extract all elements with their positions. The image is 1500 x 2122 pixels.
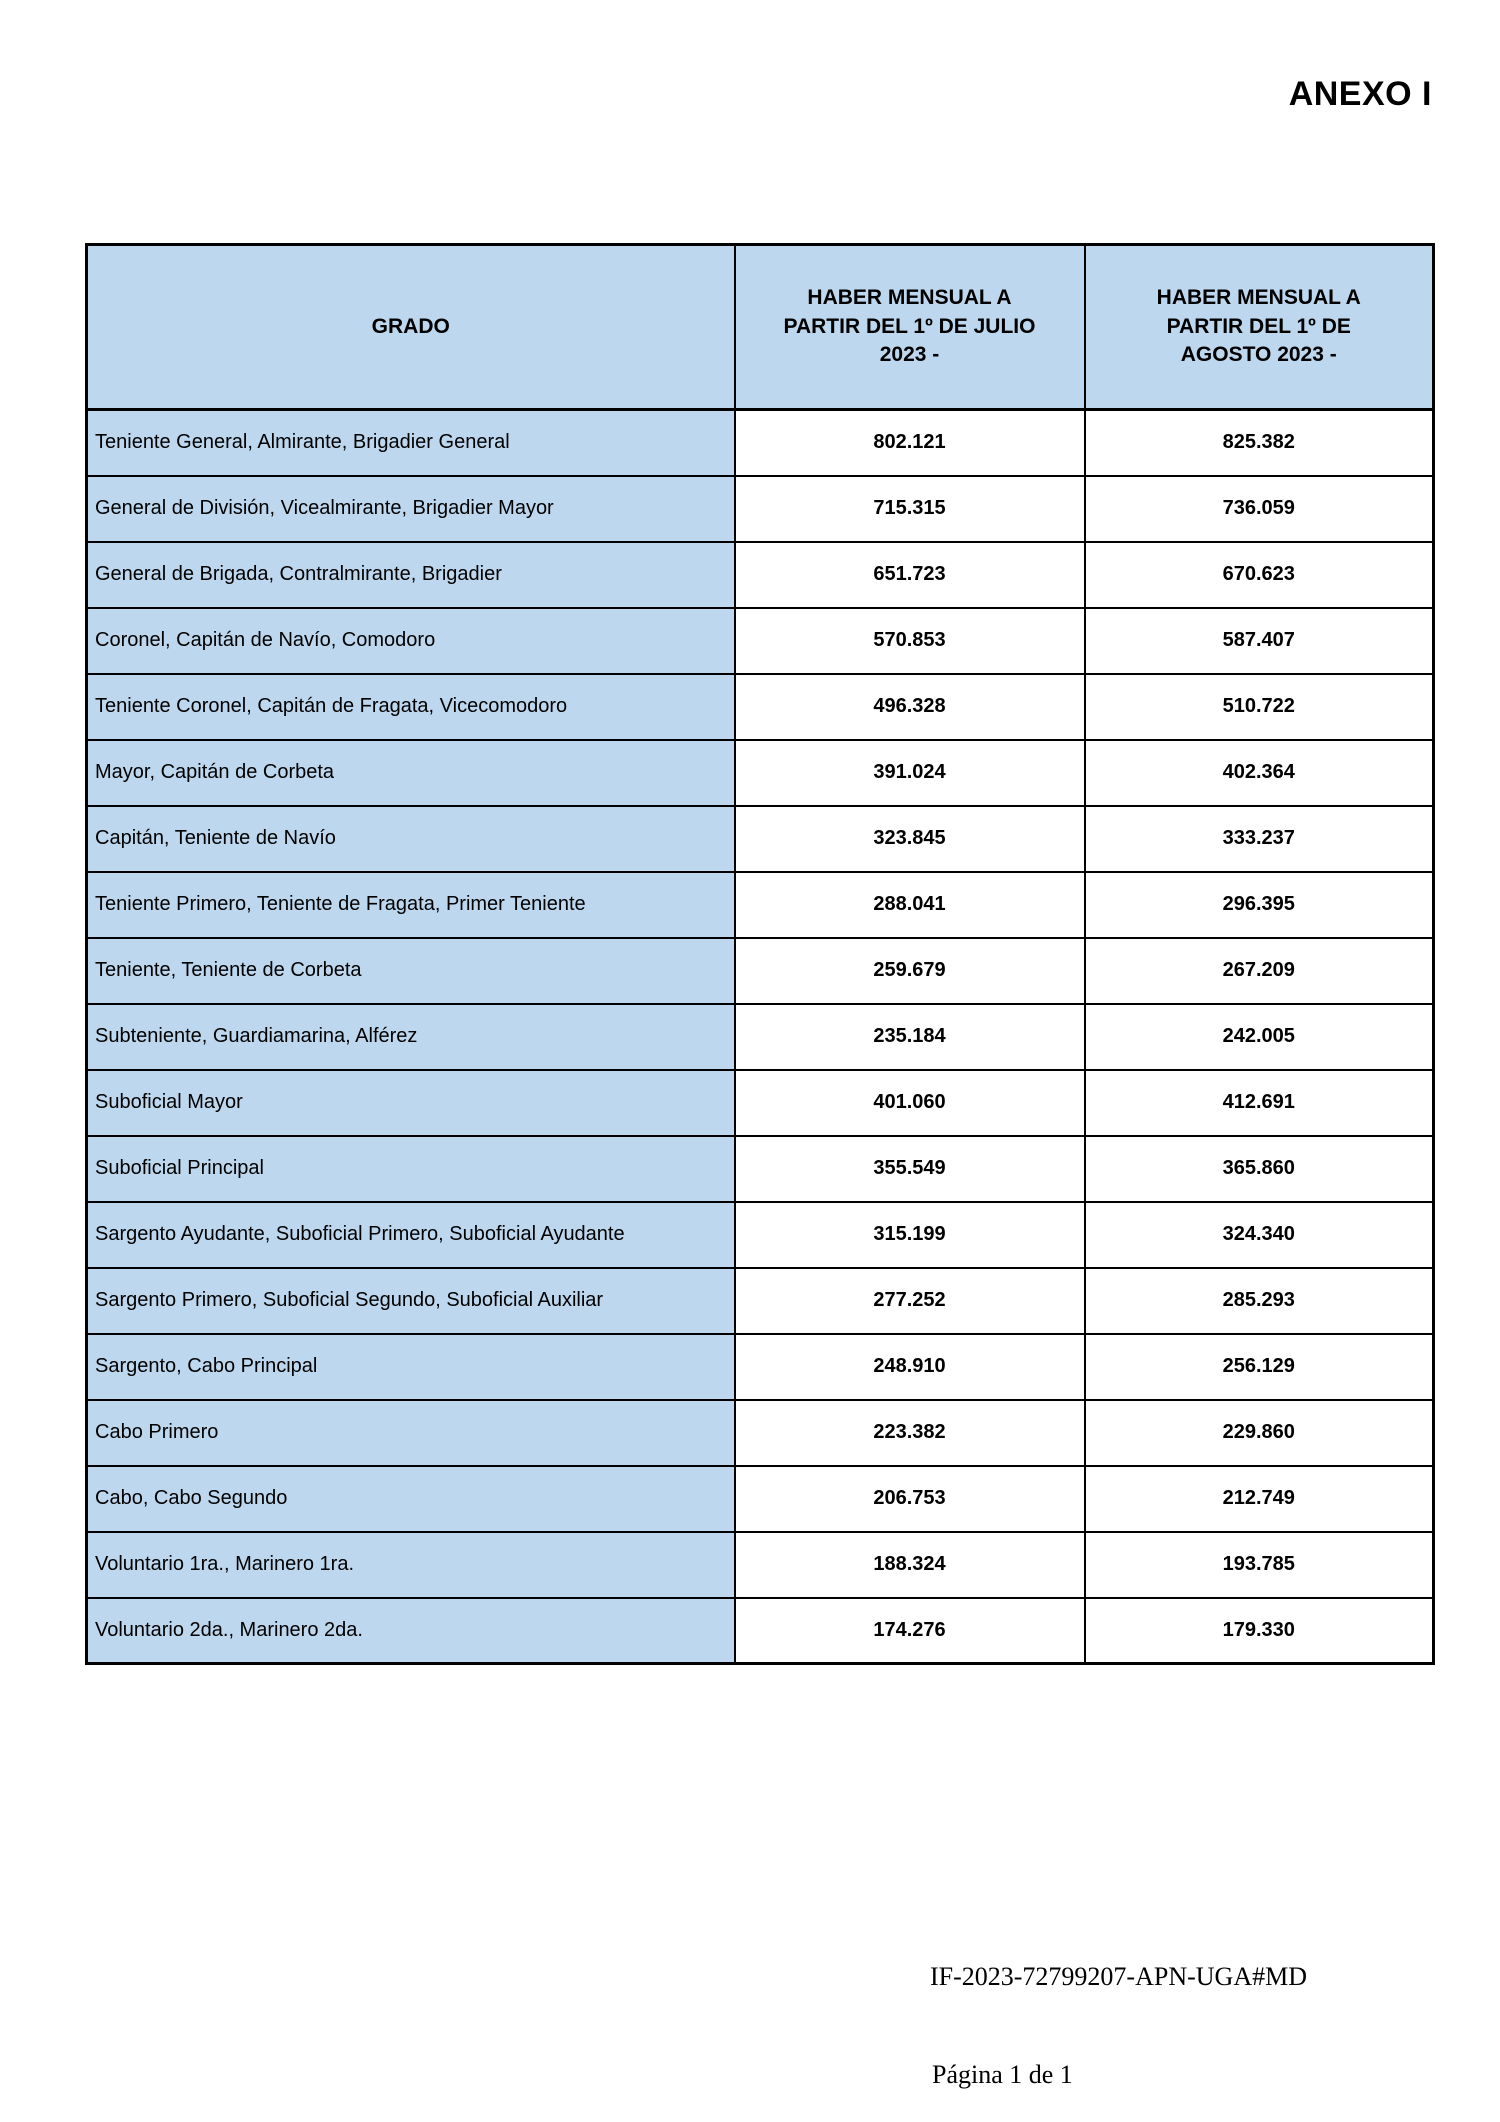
- julio-cell: 206.753: [735, 1466, 1085, 1532]
- agosto-cell: 296.395: [1085, 872, 1434, 938]
- julio-cell: 570.853: [735, 608, 1085, 674]
- grado-cell: Cabo Primero: [87, 1400, 735, 1466]
- julio-cell: 288.041: [735, 872, 1085, 938]
- agosto-cell: 324.340: [1085, 1202, 1434, 1268]
- julio-cell: 248.910: [735, 1334, 1085, 1400]
- header-grado: GRADO: [87, 245, 735, 410]
- agosto-cell: 365.860: [1085, 1136, 1434, 1202]
- julio-cell: 235.184: [735, 1004, 1085, 1070]
- table-row: [87, 1334, 1434, 1400]
- table-row: [87, 1070, 1434, 1136]
- grado-cell: Sargento, Cabo Principal: [87, 1334, 735, 1400]
- grado-cell: Capitán, Teniente de Navío: [87, 806, 735, 872]
- agosto-cell: 510.722: [1085, 674, 1434, 740]
- grado-cell: Teniente General, Almirante, Brigadier General: [87, 410, 735, 476]
- salary-table: [85, 243, 1435, 1665]
- agosto-cell: 402.364: [1085, 740, 1434, 806]
- header-julio: HABER MENSUAL A PARTIR DEL 1º DE JULIO 2023 -: [735, 245, 1085, 410]
- table-row: [87, 1400, 1434, 1466]
- table-row: [87, 410, 1434, 476]
- salary-table-header: [87, 245, 1434, 410]
- agosto-cell: 285.293: [1085, 1268, 1434, 1334]
- grado-cell: Voluntario 2da., Marinero 2da.: [87, 1598, 735, 1664]
- document-reference: IF-2023-72799207-APN-UGA#MD: [930, 1962, 1307, 1991]
- agosto-cell: 825.382: [1085, 410, 1434, 476]
- table-row: [87, 740, 1434, 806]
- header-agosto: HABER MENSUAL A PARTIR DEL 1º DE AGOSTO 2023 -: [1085, 245, 1434, 410]
- grado-cell: Subteniente, Guardiamarina, Alférez: [87, 1004, 735, 1070]
- table-row: [87, 806, 1434, 872]
- julio-cell: 391.024: [735, 740, 1085, 806]
- table-row: [87, 1598, 1434, 1664]
- table-row: [87, 1136, 1434, 1202]
- julio-cell: 188.324: [735, 1532, 1085, 1598]
- agosto-cell: 229.860: [1085, 1400, 1434, 1466]
- grado-cell: Coronel, Capitán de Navío, Comodoro: [87, 608, 735, 674]
- grado-cell: Suboficial Principal: [87, 1136, 735, 1202]
- julio-cell: 315.199: [735, 1202, 1085, 1268]
- grado-cell: Sargento Ayudante, Suboficial Primero, Suboficial Ayudante: [87, 1202, 735, 1268]
- agosto-cell: 412.691: [1085, 1070, 1434, 1136]
- julio-cell: 259.679: [735, 938, 1085, 1004]
- julio-cell: 277.252: [735, 1268, 1085, 1334]
- julio-cell: 174.276: [735, 1598, 1085, 1664]
- agosto-cell: 193.785: [1085, 1532, 1434, 1598]
- julio-cell: 802.121: [735, 410, 1085, 476]
- grado-cell: Voluntario 1ra., Marinero 1ra.: [87, 1532, 735, 1598]
- grado-cell: Teniente Coronel, Capitán de Fragata, Vicecomodoro: [87, 674, 735, 740]
- table-row: [87, 938, 1434, 1004]
- agosto-cell: 212.749: [1085, 1466, 1434, 1532]
- agosto-cell: 333.237: [1085, 806, 1434, 872]
- agosto-cell: 267.209: [1085, 938, 1434, 1004]
- julio-cell: 715.315: [735, 476, 1085, 542]
- agosto-cell: 736.059: [1085, 476, 1434, 542]
- grado-cell: Teniente Primero, Teniente de Fragata, Primer Teniente: [87, 872, 735, 938]
- agosto-cell: 256.129: [1085, 1334, 1434, 1400]
- table-row: [87, 674, 1434, 740]
- agosto-cell: 242.005: [1085, 1004, 1434, 1070]
- salary-table-body: [87, 410, 1434, 1664]
- grado-cell: Sargento Primero, Suboficial Segundo, Suboficial Auxiliar: [87, 1268, 735, 1334]
- agosto-cell: 670.623: [1085, 542, 1434, 608]
- table-row: [87, 1532, 1434, 1598]
- table-row: [87, 476, 1434, 542]
- julio-cell: 401.060: [735, 1070, 1085, 1136]
- table-row: [87, 608, 1434, 674]
- julio-cell: 355.549: [735, 1136, 1085, 1202]
- julio-cell: 323.845: [735, 806, 1085, 872]
- table-row: [87, 1004, 1434, 1070]
- header-row: [87, 245, 1434, 410]
- agosto-cell: 179.330: [1085, 1598, 1434, 1664]
- julio-cell: 223.382: [735, 1400, 1085, 1466]
- grado-cell: General de Brigada, Contralmirante, Brigadier: [87, 542, 735, 608]
- grado-cell: Cabo, Cabo Segundo: [87, 1466, 735, 1532]
- agosto-cell: 587.407: [1085, 608, 1434, 674]
- table-row: [87, 872, 1434, 938]
- annex-title: ANEXO I: [1288, 75, 1432, 113]
- julio-cell: 651.723: [735, 542, 1085, 608]
- table-row: [87, 1466, 1434, 1532]
- table-row: [87, 1202, 1434, 1268]
- grado-cell: General de División, Vicealmirante, Brigadier Mayor: [87, 476, 735, 542]
- grado-cell: Mayor, Capitán de Corbeta: [87, 740, 735, 806]
- table-row: [87, 1268, 1434, 1334]
- table-row: [87, 542, 1434, 608]
- grado-cell: Suboficial Mayor: [87, 1070, 735, 1136]
- julio-cell: 496.328: [735, 674, 1085, 740]
- grado-cell: Teniente, Teniente de Corbeta: [87, 938, 735, 1004]
- page-number: Página 1 de 1: [932, 2060, 1073, 2089]
